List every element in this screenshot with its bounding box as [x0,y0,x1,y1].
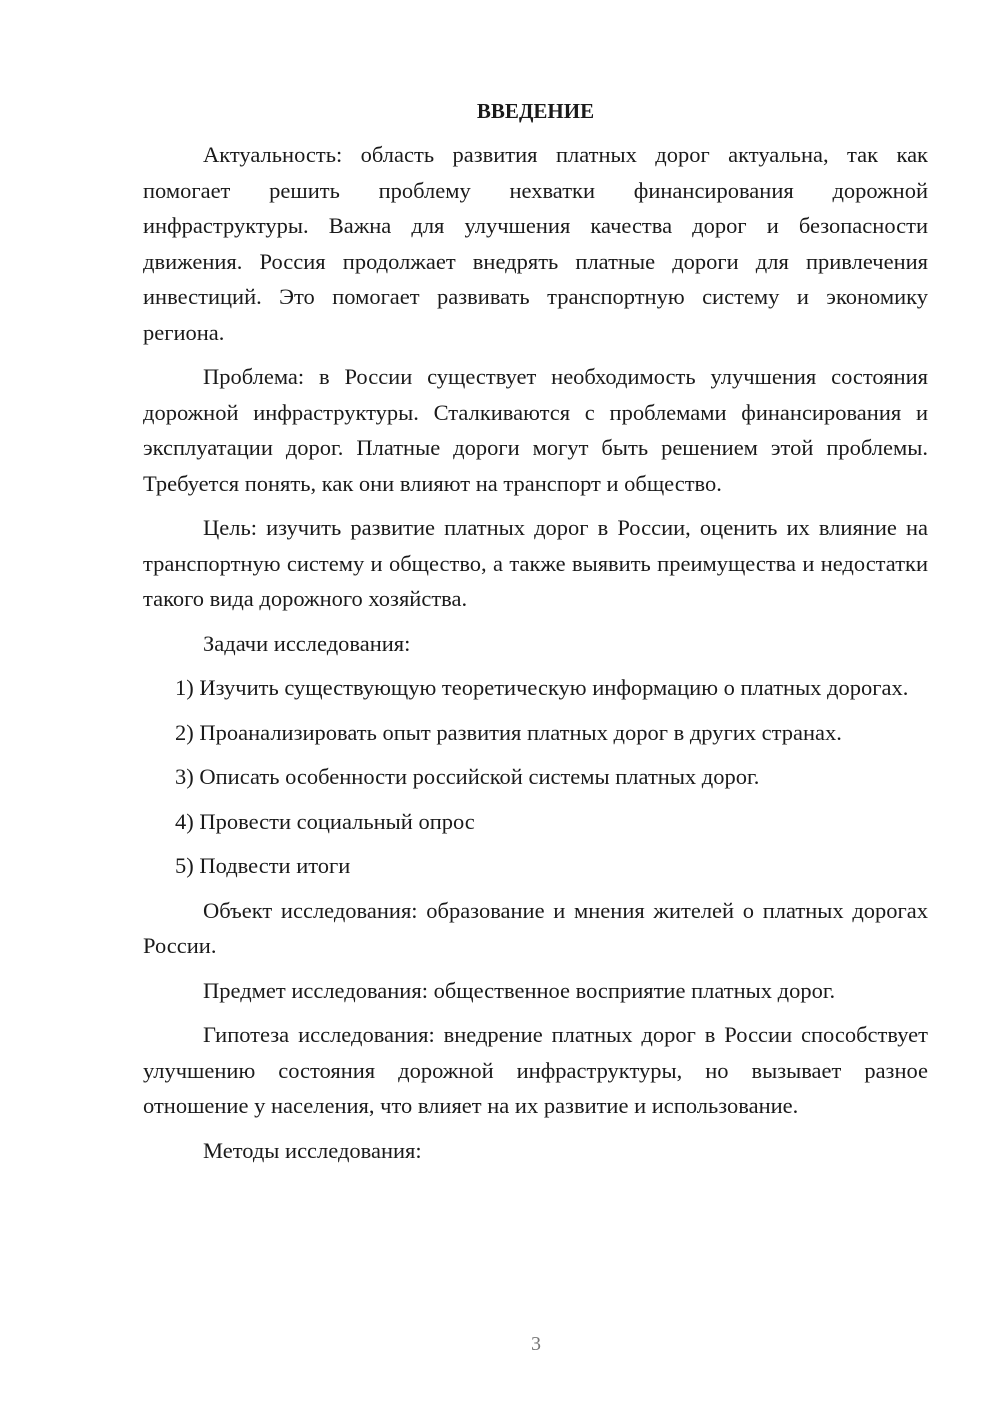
paragraph-subject: Предмет исследования: общественное восприятие платных дорог. [203,977,836,1003]
page-title: ВВЕДЕНИЕ [476,99,595,123]
paragraph-tasks-heading: Задачи исследования: [203,630,411,656]
paragraph-hypothesis: Гипотеза исследования: внедрение платных дорог в России способствует улучшению состояния дорожной инфраструктуры, но вызывает разное отношение у населения, что влияет на их развитие и использование. [143,1022,928,1118]
task-item: 4) Провести социальный опрос [175,808,475,834]
paragraph-methods: Методы исследования: [203,1137,422,1163]
task-item: 5) Подвести итоги [175,853,351,878]
paragraph-problem: Проблема: в России существует необходимость улучшения состояния дорожной инфраструктуры. Сталкиваются с проблемами финансирования и эксплуатации дорог. Платные дороги могут быть решением этой проблемы. Требуется понять, как они влияют на транспорт и общество. [143,364,928,496]
task-item: 2) Проанализировать опыт развития платных дорог в других странах. [175,719,842,745]
task-item: 3) Описать особенности российской системы платных дорог. [175,764,760,789]
paragraph-goal: Цель: изучить развитие платных дорог в России, оценить их влияние на транспортную систему и общество, а также выявить преимущества и недостатки такого вида дорожного хозяйства. [143,515,928,611]
page-number: 3 [531,1333,541,1355]
task-item: 1) Изучить существующую теоретическую информацию о платных дорогах. [175,675,909,700]
paragraph-object: Объект исследования: образование и мнения жителей о платных дорогах России. [143,897,928,958]
paragraph-relevance: Актуальность: область развития платных дорог актуальна, так как помогает решить проблему нехватки финансирования дорожной инфраструктуры. Важна для улучшения качества дорог и безопасности движения. Россия продолжает внедрять платные дороги для привлечения инвестиций. Это помогает развивать транспортную систему и экономику региона. [143,142,928,345]
